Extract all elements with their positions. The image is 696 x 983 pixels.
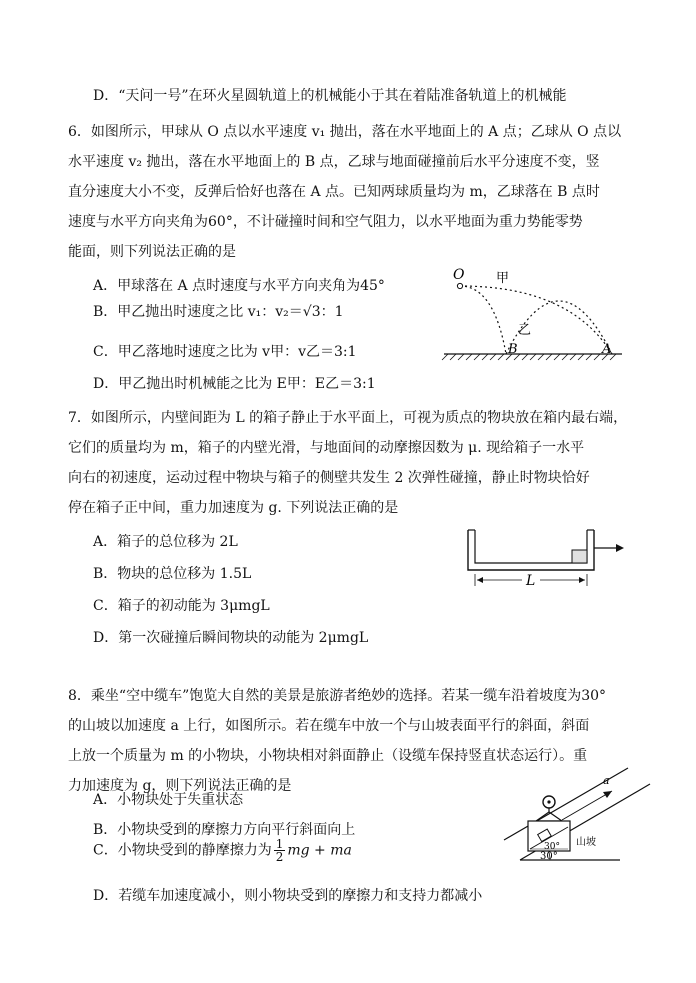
q8-option-c-formula: mg + ma <box>287 842 352 859</box>
q8-label-inner-angle: 30° <box>544 842 560 852</box>
q7-label-l: L <box>526 573 536 589</box>
arrow-right-icon <box>616 544 624 552</box>
q5-option-d: D．“天问一号”在环火星圆轨道上的机械能小于其在着陆准备轨道上的机械能 <box>93 88 567 104</box>
q8-fraction <box>274 838 286 863</box>
q8-stem-line-1: 8．乘坐“空中缆车”饱览大自然的美景是旅游者绝妙的选择。若某一缆车沿着坡度为30° <box>68 688 607 704</box>
q7-stem-line-2: 它们的质量均为 m，箱子的内壁光滑，与地面间的动摩擦因数为 μ. 现给箱子一水平 <box>68 440 585 456</box>
q8-option-b: B．小物块受到的摩擦力方向平行斜面向上 <box>93 822 356 838</box>
q6-stem-line-1: 6．如图所示，甲球从 O 点以水平速度 v₁ 抛出，落在水平地面上的 A 点；乙球从 O 点以 <box>68 124 622 140</box>
q7-stem-line-1: 7．如图所示，内壁间距为 L 的箱子静止于水平面上，可视为质点的物块放在箱内最右端， <box>68 410 628 426</box>
q6-stem-line-2: 水平速度 v₂ 抛出，落在水平地面上的 B 点，乙球与地面碰撞前后水平分速度不变，竖 <box>68 154 600 170</box>
q6-label-jia: 甲 <box>496 271 510 286</box>
q7-option-a: A．箱子的总位移为 2L <box>93 534 238 550</box>
q6-stem-line-3: 直分速度大小不变，反弹后恰好也落在 A 点。已知两球质量均为 m，乙球落在 B 点时 <box>68 184 600 200</box>
q7-box-figure <box>462 526 628 592</box>
q6-option-d: D．甲乙抛出时机械能之比为 E甲：E乙＝3:1 <box>93 376 376 392</box>
q8-label-slope: 山坡 <box>576 837 596 848</box>
q8-fraction-numerator: 1 <box>275 837 284 851</box>
q8-fraction-denominator: 2 <box>275 850 284 864</box>
q6-stem-line-5: 能面，则下列说法正确的是 <box>68 244 236 260</box>
q6-projectile-figure <box>440 266 630 366</box>
q6-label-yi: 乙 <box>518 323 532 338</box>
q7-stem-line-4: 停在箱子正中间，重力加速度为 g. 下列说法正确的是 <box>68 500 399 516</box>
q7-option-b: B．物块的总位移为 1.5L <box>93 566 252 582</box>
q6-stem-line-4: 速度与水平方向夹角为60°，不计碰撞时间和空气阻力，以水平地面为重力势能零势 <box>68 214 583 230</box>
q6-label-a: A <box>602 342 612 357</box>
q8-label-a: a <box>603 774 610 787</box>
q7-stem-line-3: 向右的初速度，运动过程中物块与箱子的侧壁共发生 2 次弹性碰撞，静止时物块恰好 <box>68 470 590 486</box>
q6-label-b: B <box>508 342 518 357</box>
q8-option-c-text: C．小物块受到的静摩擦力为 <box>93 842 272 859</box>
q8-stem-line-3: 上放一个质量为 m 的小物块，小物块相对斜面静止（设缆车保持竖直状态运行）。重 <box>68 748 588 764</box>
q8-stem-line-2: 的山坡以加速度 a 上行，如图所示。若在缆车中放一个与山坡表面平行的斜面，斜面 <box>68 718 590 734</box>
q8-label-slope-angle: 30° <box>540 851 558 862</box>
q7-block <box>572 550 587 563</box>
q8-cable-car-figure <box>500 766 660 866</box>
q8-option-d: D．若缆车加速度减小，则小物块受到的摩擦力和支持力都减小 <box>93 888 483 904</box>
q8-option-a: A．小物块处于失重状态 <box>93 792 244 808</box>
q8-option-c <box>93 838 352 863</box>
q6-option-b: B．甲乙抛出时速度之比 v₁：v₂＝√3：1 <box>93 304 344 320</box>
q6-label-o: O <box>453 267 465 283</box>
q8-stem-line-4: 力加速度为 g，则下列说法正确的是 <box>68 778 292 794</box>
q6-option-a: A．甲球落在 A 点时速度与水平方向夹角为45° <box>93 278 385 294</box>
q7-option-d: D．第一次碰撞后瞬间物块的动能为 2μmgL <box>93 630 369 646</box>
q7-option-c: C．箱子的初动能为 3μmgL <box>93 598 270 614</box>
acceleration-arrow-icon <box>603 791 612 798</box>
q6-option-c: C．甲乙落地时速度之比为 v甲：v乙＝3:1 <box>93 344 357 360</box>
